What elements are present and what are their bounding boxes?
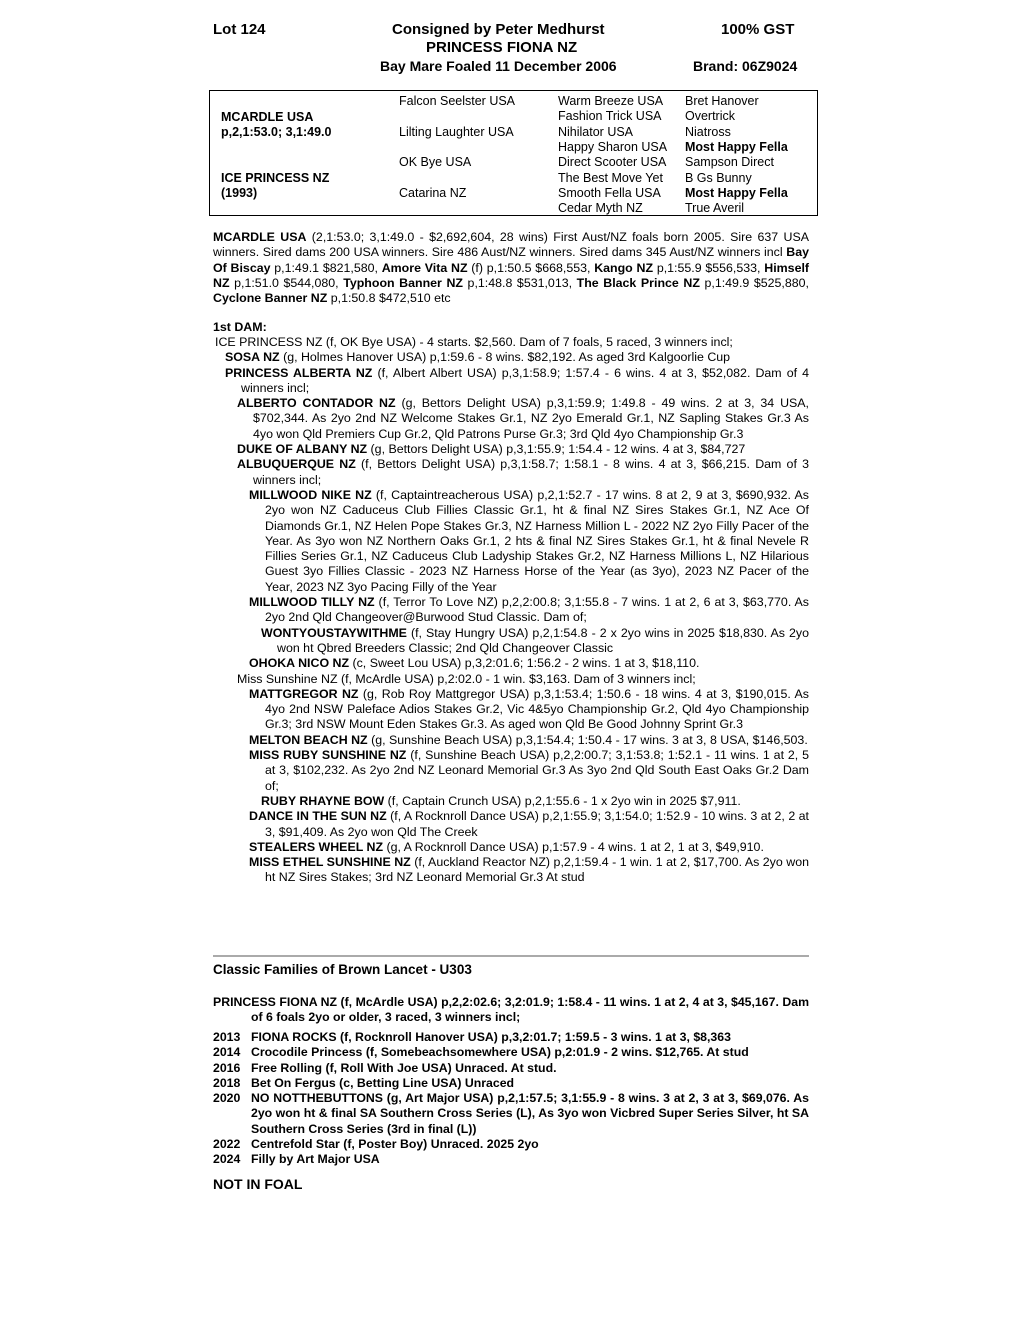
pedigree-g3: Smooth Fella USA <box>558 186 661 200</box>
progeny-name: Typhoon Banner NZ <box>343 275 463 290</box>
pedigree-g4: Sampson Direct <box>685 155 774 169</box>
dam-entry <box>237 457 809 488</box>
pedigree-g3: Warm Breeze USA <box>558 94 664 108</box>
progeny-name: Amore Vita NZ <box>381 260 468 275</box>
produce-item <box>213 1091 809 1137</box>
dam-entry <box>249 488 809 595</box>
sire-paragraph <box>213 230 809 306</box>
progeny-record: (f) p,1:50.5 $668,553, <box>467 260 595 275</box>
dam-entry-name: MISS RUBY SUNSHINE NZ <box>249 748 407 763</box>
pedigree-g4: B Gs Bunny <box>685 171 752 185</box>
dam-entry <box>249 748 809 794</box>
pedigree-dam-year: (1993) <box>221 186 258 200</box>
dam-entry <box>261 626 809 657</box>
progeny-record: p,1:49.9 $525,880, <box>699 275 809 290</box>
produce-item <box>213 1045 809 1060</box>
produce-text: Centrefold Star (f, Poster Boy) Unraced. 2025 2yo <box>251 1137 539 1152</box>
dam-entry <box>225 366 809 397</box>
pedigree-g4: Niatross <box>685 125 731 139</box>
family-summary <box>213 995 809 1026</box>
dam-entry <box>237 396 809 442</box>
dam-entry-name: MILLWOOD NIKE NZ <box>249 488 372 502</box>
dam-entry <box>225 350 809 365</box>
dam-entry-text: (f, Auckland Reactor NZ) p,2,1:59.4 - 1 win. 1 at 2, $17,700. As 2yo won ht NZ Sires Stakes; 3rd NZ Leonard Memorial Gr.3 At stud <box>265 855 809 885</box>
produce-year: 2016 <box>213 1060 241 1075</box>
produce-year: 2024 <box>213 1152 241 1167</box>
dam-entry-name: DANCE IN THE SUN NZ <box>249 809 387 824</box>
produce-item <box>213 1137 809 1152</box>
dam-entry-name: MATTGREGOR NZ <box>249 686 359 701</box>
progeny-record: p,1:55.9 $556,533, <box>653 260 765 275</box>
pedigree-g2: Catarina NZ <box>399 186 467 200</box>
dam-entry-text: (c, Sweet Lou USA) p,3,2:01.6; 1:56.2 - 2 wins. 1 at 3, $18,110. <box>349 656 700 671</box>
pedigree-g4: Most Happy Fella <box>685 140 788 154</box>
pedigree-g2: Falcon Seelster USA <box>399 94 516 108</box>
produce-item <box>213 1061 809 1076</box>
pedigree-g4: True Averil <box>685 201 745 215</box>
sire-name: MCARDLE USA <box>213 230 307 244</box>
produce-text: Free Rolling (f, Roll With Joe USA) Unraced. At stud. <box>251 1060 557 1075</box>
progeny-record: p,1:50.8 $472,510 etc <box>327 291 451 306</box>
dam-entry <box>237 672 809 687</box>
brand: Brand: 06Z9024 <box>693 58 798 74</box>
progeny-record: p,1:49.1 $821,580, <box>270 260 382 275</box>
progeny-name: Kango NZ <box>594 260 654 275</box>
family-title: Classic Families of Brown Lancet - U303 <box>213 962 472 977</box>
produce-text: Filly by Art Major USA <box>251 1152 380 1167</box>
foal-status: NOT IN FOAL <box>213 1176 303 1192</box>
dam-entry <box>249 855 809 886</box>
dam-entry-text: (f, Captain Crunch USA) p,2,1:55.6 - 1 x 2yo win in 2025 $7,911. <box>384 794 741 808</box>
horse-name: PRINCESS FIONA NZ <box>426 39 578 56</box>
pedigree-g2: Lilting Laughter USA <box>399 125 514 139</box>
gst-status: 100% GST <box>721 21 795 38</box>
dam-entry-name: MILLWOOD TILLY NZ <box>249 595 375 610</box>
produce-item <box>213 1076 809 1091</box>
first-dam-heading: 1st DAM: <box>213 320 267 334</box>
progeny-record: p,1:48.8 $531,013, <box>462 275 577 290</box>
pedigree-g3: Nihilator USA <box>558 125 634 139</box>
dam-entry-name: SOSA NZ <box>225 350 280 365</box>
family-summary-text: PRINCESS FIONA NZ (f, McArdle USA) p,2,2:02.6; 3,2:01.9; 1:58.4 - 11 wins. 1 at 2, 4 at 3, $45,167. Dam of 6 foals 2yo or older, 3 raced, 3 winners incl; <box>213 995 809 1025</box>
produce-year: 2022 <box>213 1137 241 1152</box>
dam-entry-text: (g, A Rocknroll Dance USA) p,1:57.9 - 4 wins. 1 at 2, 1 at 3, $49,910. <box>383 839 764 854</box>
pedigree-g2: OK Bye USA <box>399 155 472 169</box>
dam-entry-text: (f, Terror To Love NZ) p,2,2:00.8; 3,1:55.8 - 7 wins. 1 at 2, 6 at 3, $63,770. As 2yo 2nd Qld Changeover@Burwood Stud Classic. Dam of; <box>265 595 809 625</box>
dam-entry <box>249 733 809 748</box>
pedigree-g3: The Best Move Yet <box>558 171 663 185</box>
pedigree-sire: MCARDLE USA <box>221 110 314 124</box>
dam-entry-name: RUBY RHAYNE BOW <box>261 794 385 808</box>
dam-entry-name: ALBUQUERQUE NZ <box>237 457 356 472</box>
dam-entry <box>215 335 809 350</box>
produce-item <box>213 1030 809 1045</box>
pedigree-g4: Overtrick <box>685 109 735 123</box>
dam-entry-text: (f, Stay Hungry USA) p,2,1:54.8 - 2 x 2yo wins in 2025 $18,830. As 2yo won ht Qbred Breeders Classic; 2nd Qld Changeover Classic <box>277 625 809 655</box>
sire-text: (2,1:53.0; 3,1:49.0 - $2,692,604, 28 wins) First Aust/NZ foals born 2005. Sire 637 USA winners. Sired dams 200 USA winners. Sire 486 Aust/NZ winners. Sired dams 345 Aust/NZ winners incl <box>213 230 809 260</box>
pedigree-g3: Fashion Trick USA <box>558 109 662 123</box>
dam-entry-text: (f, A Rocknroll Dance USA) p,2,1:55.9; 3,1:54.0; 1:52.9 - 10 wins. 3 at 2, 2 at 3, $91,409. As 2yo won Qld The Creek <box>265 809 809 839</box>
dam-entry-text: (g, Bettors Delight USA) p,3,1:55.9; 1:54.4 - 12 wins. 4 at 3, $84,727 <box>367 442 746 457</box>
produce-text: Crocodile Princess (f, Somebeachsomewhere USA) p,2:01.9 - 2 wins. $12,765. At stud <box>251 1045 749 1060</box>
dam-entry <box>249 687 809 733</box>
pedigree-g4: Most Happy Fella <box>685 186 788 200</box>
pedigree-dam: ICE PRINCESS NZ <box>221 171 330 185</box>
dam-entry-text: (g, Holmes Hanover USA) p,1:59.6 - 8 wins. $82,192. As aged 3rd Kalgoorlie Cup <box>279 350 731 365</box>
dam-entry-name: PRINCESS ALBERTA NZ <box>225 365 373 380</box>
progeny-name: Cyclone Banner NZ <box>213 291 328 306</box>
lot-number: Lot 124 <box>213 21 266 38</box>
produce-item <box>213 1152 809 1167</box>
dam-entry <box>261 794 809 809</box>
dam-entry-text: (f, Captaintreacherous USA) p,2,1:52.7 - 17 wins. 8 at 2, 9 at 3, $690,932. As 2yo won NZ Caduceus Club Fillies Classic Gr.1, ht & final NZ Sires Stakes Gr.1, NZ Ace Of Diamonds Gr.1, NZ Helen Pope Stakes Gr.3, NZ Harness Million L - 2022 NZ 2yo Filly Pacer of the Year. As 3yo won NZ Northern Oaks Gr.1, 2 hts & final NZ Sires Stakes Gr.1, ht & final Nevele R Fillies Series Gr.1, NZ Caduceus Club Ladyship Stakes Gr.2, NZ Harness Millions L, NZ Hilarious Guest 3yo Fillies Classic - 2023 NZ Harness Horse of the Year (as 3yo), 2023 NZ Pacer of the Year, 2023 NZ 3yo Pacing Filly of the Year <box>265 488 809 594</box>
dam-entry-text: (g, Sunshine Beach USA) p,3,1:54.4; 1:50.4 - 17 wins. 3 at 3, 8 USA, $146,503. <box>367 732 808 747</box>
dam-entry-text: (g, Rob Roy Mattgregor USA) p,3,1:53.4; 1:50.6 - 18 wins. 4 at 3, $190,015. As 4yo 2nd NSW Paleface Adios Stakes Gr.2, Vic 4&5yo Championship Gr.2, Qld 4yo Championship Gr.3; 3rd NSW Mount Eden Stakes Gr.3. As aged won Qld Be Good Johnny Sprint Gr.3 <box>265 686 809 732</box>
dam-entry <box>249 595 809 626</box>
dam-entry-text: (f, Sunshine Beach USA) p,2,2:00.7; 3,1:53.8; 1:52.1 - 11 wins. 1 at 2, 5 at 3, $102,232. As 2yo 2nd NZ Leonard Memorial Gr.3 As 3yo 2nd Qld South East Oaks Gr.2 Dam of; <box>265 748 809 793</box>
produce-text: Bet On Fergus (c, Betting Line USA) Unraced <box>251 1075 515 1090</box>
pedigree-table <box>209 90 818 216</box>
consignor: Consigned by Peter Medhurst <box>392 21 605 38</box>
produce-year: 2018 <box>213 1075 241 1090</box>
dam-entry <box>249 809 809 840</box>
dam-entry-name: STEALERS WHEEL NZ <box>249 839 384 854</box>
dam-entry <box>237 442 809 457</box>
produce-text: FIONA ROCKS (f, Rocknroll Hanover USA) p,3,2:01.7; 1:59.5 - 3 wins. 1 at 3, $8,363 <box>251 1030 731 1044</box>
dam-entry-text: (g, Bettors Delight USA) p,3,1:59.9; 1:49.8 - 49 wins. 2 at 3, 34 USA, $702,344. As 2yo 2nd NZ Welcome Stakes Gr.1, NZ 2yo Emerald Gr.1, NZ Sapling Stakes Gr.3 As 4yo won Qld Premiers Cup Gr.2, Qld Patrons Purse Gr.3; 3rd Qld 4yo Championship Gr.3 <box>253 396 809 441</box>
section-divider <box>213 955 809 957</box>
progeny-name: Himself NZ <box>213 260 810 290</box>
progeny-name: The Black Prince NZ <box>576 275 700 290</box>
dam-entry-text: (f, Albert Albert USA) p,3,1:58.9; 1:57.4 - 6 wins. 4 at 3, $52,082. Dam of 4 winners incl; <box>241 365 809 395</box>
progeny-record: p,1:51.0 $544,080, <box>229 275 344 290</box>
pedigree-g3: Happy Sharon USA <box>558 140 668 154</box>
pedigree-g3: Cedar Myth NZ <box>558 201 643 215</box>
dam-entry-text: ICE PRINCESS NZ (f, OK Bye USA) - 4 starts. $2,560. Dam of 7 foals, 5 raced, 3 winners incl; <box>215 335 733 349</box>
horse-description: Bay Mare Foaled 11 December 2006 <box>380 58 617 74</box>
dam-entry-name: MELTON BEACH NZ <box>249 732 368 747</box>
dam-entry-name: DUKE OF ALBANY NZ <box>237 442 368 457</box>
dam-entry-name: MISS ETHEL SUNSHINE NZ <box>249 855 411 870</box>
pedigree-g4: Bret Hanover <box>685 94 759 108</box>
progeny-name: Bay Of Biscay <box>213 245 809 275</box>
pedigree-sire-record: p,2,1:53.0; 3,1:49.0 <box>221 125 332 139</box>
produce-text: NO NOTTHEBUTTONS (g, Art Major USA) p,2,1:57.5; 3,1:55.9 - 8 wins. 3 at 2, 3 at 3, $69,076. As 2yo won ht & final SA Southern Cross Series (L), As 3yo won Vicbred Super Series Silver, ht SA Southern Cross Series (3rd in final (L)) <box>251 1091 809 1136</box>
dam-entry-name: OHOKA NICO NZ <box>249 656 350 671</box>
produce-year: 2020 <box>213 1091 241 1106</box>
produce-year: 2013 <box>213 1030 241 1044</box>
dam-entry <box>249 656 809 671</box>
pedigree-g3: Direct Scooter USA <box>558 155 667 169</box>
dam-entry-name: WONTYOUSTAYWITHME <box>261 625 407 640</box>
dam-entry-text: (f, Bettors Delight USA) p,3,1:58.7; 1:58.1 - 8 wins. 4 at 3, $66,215. Dam of 3 winners incl; <box>253 457 809 487</box>
produce-year: 2014 <box>213 1045 241 1060</box>
dam-entry-name: ALBERTO CONTADOR NZ <box>237 396 396 411</box>
dam-entry <box>249 840 809 855</box>
dam-entry-text: Miss Sunshine NZ (f, McArdle USA) p,2:02.0 - 1 win. $3,163. Dam of 3 winners incl; <box>237 671 696 686</box>
